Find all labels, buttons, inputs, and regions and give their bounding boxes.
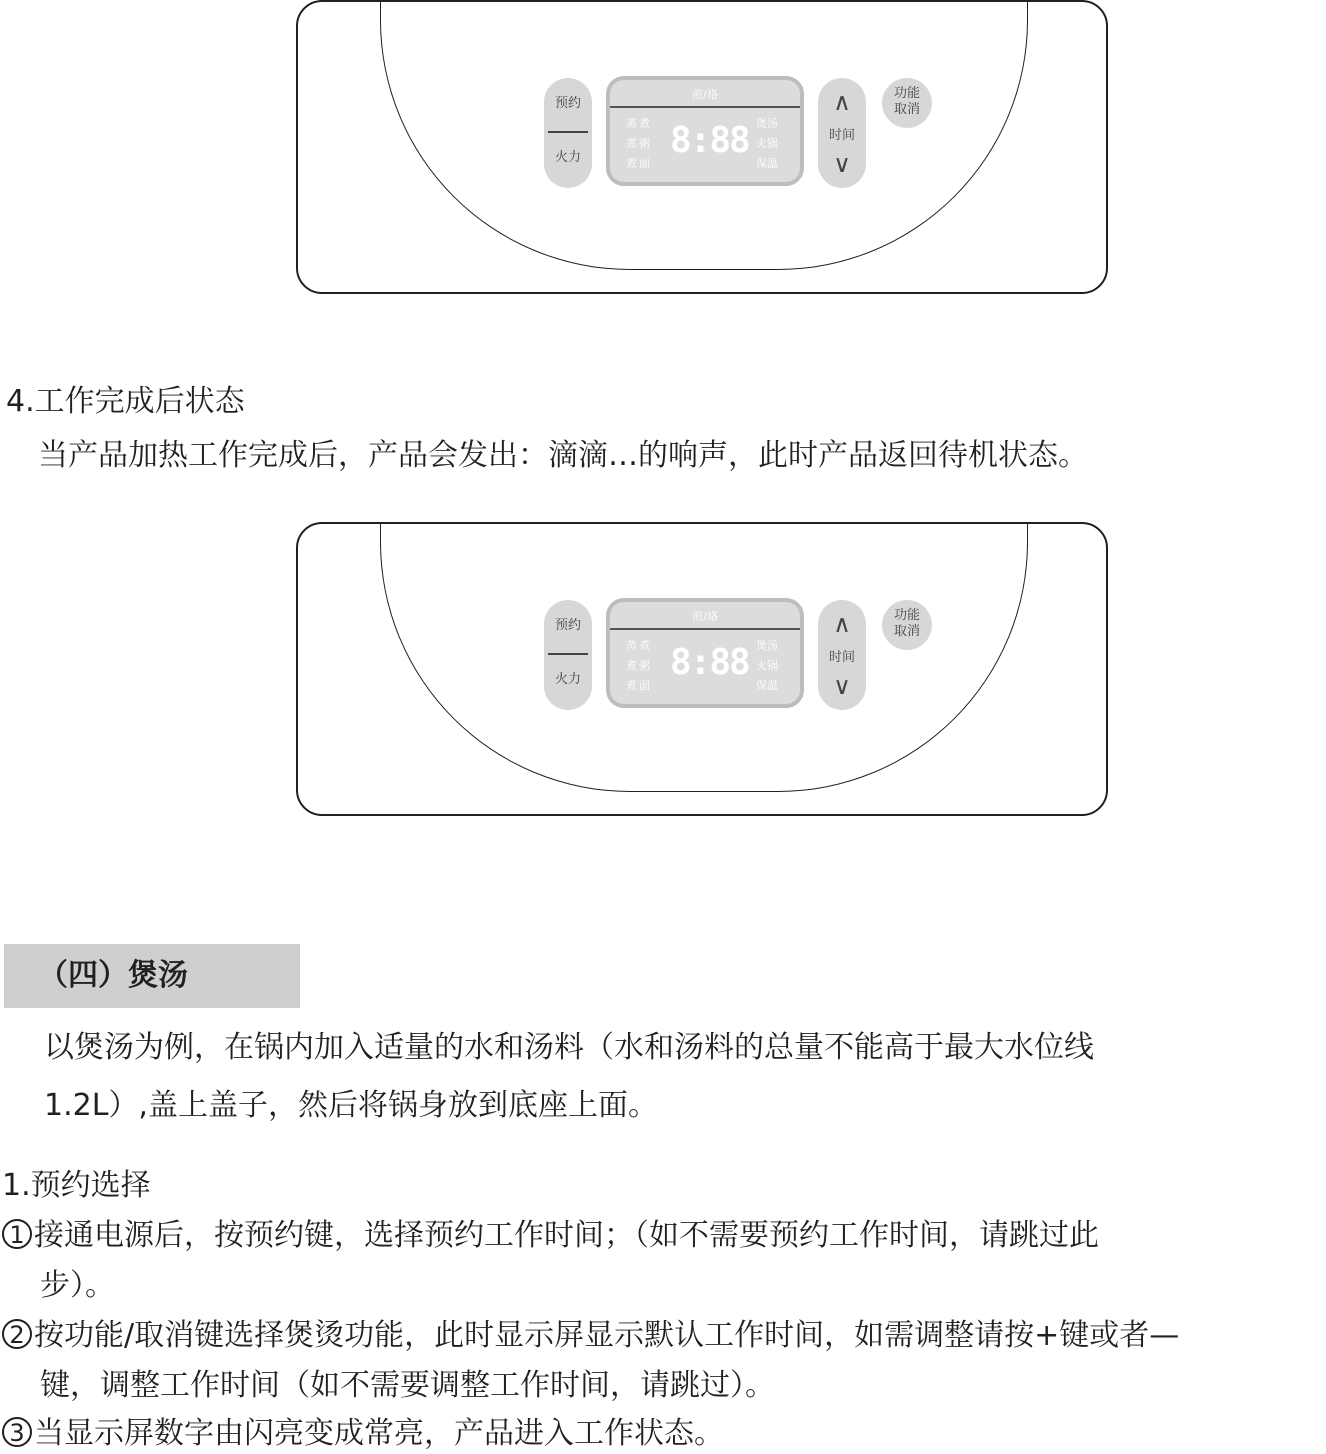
reserve-label: 预约	[554, 618, 581, 633]
lcd-digits: 8:88	[670, 120, 749, 161]
step-text-continued: 步）。	[40, 1268, 115, 1303]
lcd-divider	[610, 628, 800, 630]
heat-label: 火力	[554, 150, 581, 165]
section-heading: 4.工作完成后状态	[6, 384, 245, 419]
reserve-label: 预约	[554, 96, 581, 111]
chevron-down-icon: ∨	[833, 672, 851, 700]
lcd-header: 煎/烙	[692, 610, 718, 623]
mode-label: 蒸煮	[626, 117, 652, 130]
mode-label: 保温	[756, 157, 778, 170]
button-divider	[548, 131, 588, 133]
step-item	[2, 1414, 724, 1454]
step-item	[2, 1316, 1179, 1356]
step-number: 2	[2, 1319, 32, 1349]
cancel-label: 取消	[893, 102, 920, 117]
control-panel-diagram	[296, 0, 1108, 294]
time-button	[818, 78, 866, 188]
lcd-header: 煎/烙	[692, 88, 718, 101]
lcd-modes-left	[626, 636, 652, 696]
function-cancel-button	[882, 600, 932, 650]
step-number: 1	[2, 1219, 32, 1249]
mode-label: 火锅	[756, 659, 778, 672]
lcd-modes-left	[626, 114, 652, 174]
mode-label: 保温	[756, 679, 778, 692]
step-item	[2, 1216, 1099, 1256]
chevron-up-icon: ∧	[833, 88, 851, 116]
time-button	[818, 600, 866, 710]
chevron-down-icon: ∨	[833, 150, 851, 178]
lcd-display	[606, 598, 804, 708]
function-cancel-button	[882, 78, 932, 128]
time-label: 时间	[828, 128, 855, 143]
section-title: （四）煲汤	[38, 958, 188, 993]
paragraph: 1.2L）,盖上盖子，然后将锅身放到底座上面。	[44, 1088, 658, 1123]
lcd-divider	[610, 106, 800, 108]
button-divider	[548, 653, 588, 655]
lcd-display	[606, 76, 804, 186]
paragraph: 以煲汤为例，在锅内加入适量的水和汤料（水和汤料的总量不能高于最大水位线	[44, 1030, 1094, 1065]
control-panel-diagram	[296, 522, 1108, 816]
reserve-heat-button	[544, 78, 592, 188]
step-text-continued: 键，调整工作时间（如不需要调整工作时间，请跳过）。	[40, 1368, 775, 1403]
step-number: 3	[2, 1417, 32, 1447]
time-label: 时间	[828, 650, 855, 665]
heat-label: 火力	[554, 672, 581, 687]
mode-label: 煲汤	[756, 639, 778, 652]
mode-label: 煮粥	[626, 137, 652, 150]
function-label: 功能	[893, 608, 920, 623]
lcd-modes-right	[756, 114, 778, 174]
step-text: 按功能/取消键选择煲烫功能，此时显示屏显示默认工作时间，如需调整请按+键或者—	[34, 1318, 1180, 1353]
reserve-heat-button	[544, 600, 592, 710]
step-text: 当显示屏数字由闪亮变成常亮，产品进入工作状态。	[34, 1416, 724, 1451]
section-title-bar	[4, 944, 300, 1008]
mode-label: 煲汤	[756, 117, 778, 130]
step-heading: 1.预约选择	[2, 1168, 151, 1203]
mode-label: 煮粥	[626, 659, 652, 672]
mode-label: 煮面	[626, 679, 652, 692]
mode-label: 蒸煮	[626, 639, 652, 652]
paragraph: 当产品加热工作完成后，产品会发出：滴滴…的响声，此时产品返回待机状态。	[38, 438, 1088, 473]
chevron-up-icon: ∧	[833, 610, 851, 638]
mode-label: 火锅	[756, 137, 778, 150]
step-text: 接通电源后，按预约键，选择预约工作时间；（如不需要预约工作时间，请跳过此	[34, 1218, 1099, 1253]
function-label: 功能	[893, 86, 920, 101]
lcd-modes-right	[756, 636, 778, 696]
lcd-digits: 8:88	[670, 642, 749, 683]
cancel-label: 取消	[893, 624, 920, 639]
mode-label: 煮面	[626, 157, 652, 170]
